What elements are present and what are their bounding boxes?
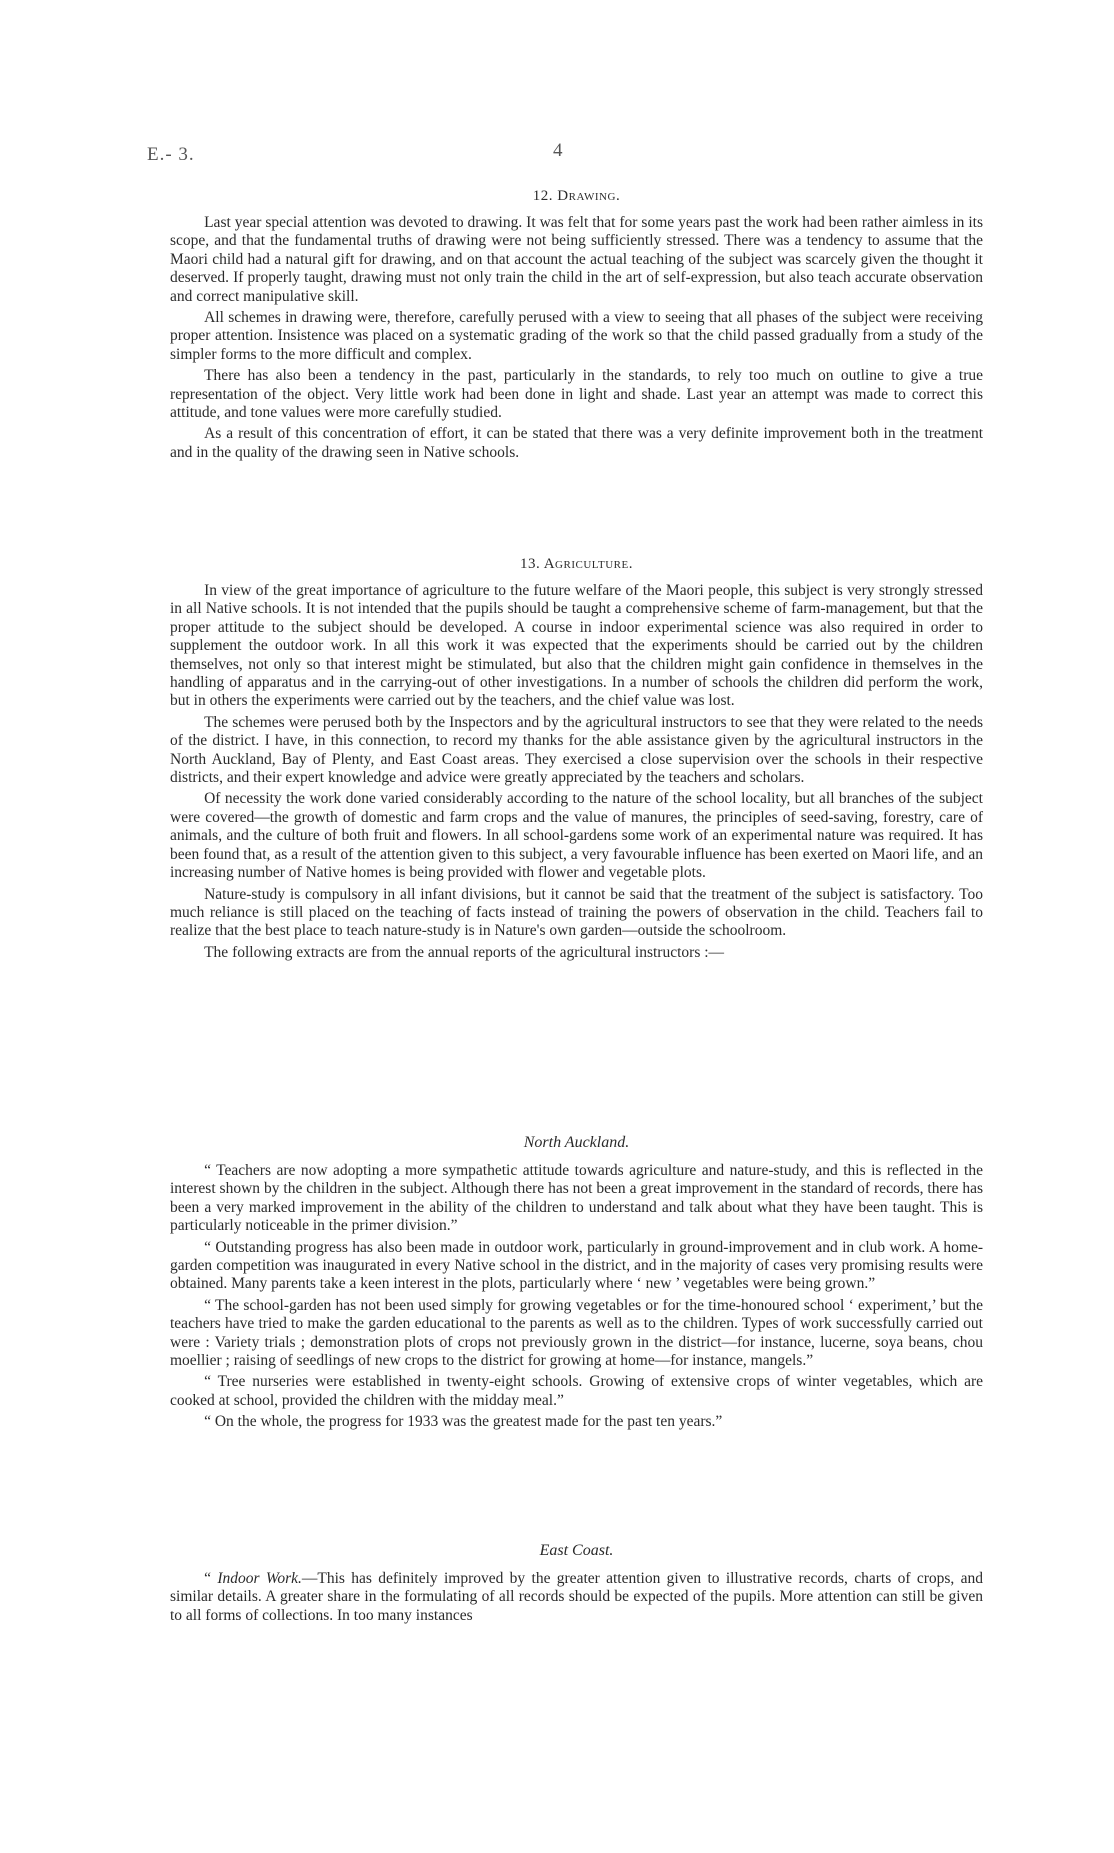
- section-drawing-body: [170, 214, 983, 462]
- paragraph: As a result of this concentration of effort, it can be stated that there was a very definite improvement both in the treatment and in the quality of the drawing seen in Native schools.: [170, 425, 983, 461]
- paragraph: “ Outstanding progress has also been made in outdoor work, particularly in ground-improvement and in club work. A home-garden competition was inaugurated in every Native school in the district, and in the majority of cases very promising results were obtained. Many parents take a keen interest in the plots, particularly where ‘ new ’ vegetables were being grown.”: [170, 1238, 983, 1293]
- paragraph: “ The school-garden has not been used simply for growing vegetables or for the time-honoured school ‘ experiment,’ but the teachers have tried to make the garden educational to the parents as well as to the children. Types of work successfully carried out were : Variety trials ; demonstration plots of crops not previously grown in the district—for instance, lucerne, soya beans, chou moellier ; raising of seedlings of new crops to the district for growing at home—for instance, mangels.”: [170, 1296, 983, 1370]
- paragraph: Nature-study is compulsory in all infant divisions, but it cannot be said that the treatment of the subject is satisfactory. Too much reliance is still placed on the teaching of facts instead of training the powers of observation in the child. Teachers fail to realize that the best place to teach nature-study is in Nature's own garden—outside the schoolroom.: [170, 885, 983, 940]
- paragraph: “ Teachers are now adopting a more sympathetic attitude towards agriculture and nature-study, and this is reflected in the interest shown by the children in the subject. Although there has not been a great improvement in the standard of records, there has been a very marked improvement in the ability of the children to understand and talk about what they have been taught. This is particularly noticeable in the primer division.”: [170, 1162, 983, 1235]
- subheading-north-auckland: North Auckland.: [523, 1134, 630, 1151]
- paragraph: [170, 1570, 983, 1625]
- paragraph: Last year special attention was devoted to drawing. It was felt that for some years past the work had been rather aimless in its scope, and that the fundamental truths of drawing were not being sufficiently stressed. There was a tendency to assume that the Maori child had a natural gift for drawing, and on that account the actual teaching of the subject was scarcely given the thought it deserved. If properly taught, drawing must not only train the child in the art of self-expression, but also teach accurate observation and correct manipulative skill.: [170, 214, 983, 305]
- report-reference: E.- 3.: [147, 144, 195, 165]
- paragraph: There has also been a tendency in the past, particularly in the standards, to rely too much on outline to give a true representation of the object. Very little work had been done in light and shade. Last year an attempt was made to correct this attitude, and tone values were more carefully studied.: [170, 367, 983, 422]
- paragraph: In view of the great importance of agriculture to the future welfare of the Maori people, this subject is very strongly stressed in all Native schools. It is not intended that the pupils should be taught a comprehensive scheme of farm-management, but that the proper attitude to the subject should be developed. A course in indoor experimental science was also required in order to supplement the outdoor work. In all this work it was expected that the experiments should be carried out by the children themselves, not only so that interest might be stimulated, but also that the children might gain confidence in themselves in the handling of apparatus and in the carrying-out of other investigations. In a number of schools the children did perform the work, but in others the experiments were carried out by the teachers, and the chief value was lost.: [170, 582, 983, 710]
- paragraph: The schemes were perused both by the Inspectors and by the agricultural instructors to see that they were related to the needs of the district. I have, in this connection, to record my thanks for the able assistance given by the agricultural instructors in the North Auckland, Bay of Plenty, and East Coast areas. They exercised a close supervision over the schools in their respective districts, and their expert knowledge and advice were greatly appreciated by the teachers and scholars.: [170, 713, 983, 787]
- north-auckland-body: [170, 1162, 983, 1432]
- subheading-east-coast: East Coast.: [539, 1542, 614, 1559]
- section-heading-drawing: 12. Drawing.: [532, 188, 621, 204]
- section-heading-agriculture: 13. Agriculture.: [520, 556, 633, 572]
- run-in-heading: Indoor Work.: [217, 1570, 302, 1587]
- paragraph: Of necessity the work done varied considerably according to the nature of the school locality, but all branches of the subject were covered—the growth of domestic and farm crops and the value of manures, the principles of seed-saving, forestry, care of animals, and the culture of both fruit and flowers. In all school-gardens some work of an experimental nature was required. It has been found that, as a result of the attention given to this subject, a very favourable influence has been exerted on Maori life, and an increasing number of Native homes is being provided with flower and vegetable plots.: [170, 790, 983, 882]
- east-coast-body: [170, 1570, 983, 1625]
- paragraph: “ Tree nurseries were established in twenty-eight schools. Growing of extensive crops of winter vegetables, which are cooked at school, provided the children with the midday meal.”: [170, 1373, 983, 1409]
- paragraph: “ On the whole, the progress for 1933 was the greatest made for the past ten years.”: [204, 1413, 723, 1431]
- paragraph-text: —This has definitely improved by the greater attention given to illustrative records, charts of crops, and similar details. A greater share in the formulating of all records should be expected of the pupils. More attention can still be given to all forms of collections. In too many instances: [170, 1570, 983, 1624]
- page-number: 4: [553, 140, 563, 161]
- paragraph: All schemes in drawing were, therefore, carefully perused with a view to seeing that all phases of the subject were receiving proper attention. Insistence was placed on a systematic grading of the work so that the child passed gradually from a study of the simpler forms to the more difficult and complex.: [170, 309, 983, 363]
- paragraph: The following extracts are from the annual reports of the agricultural instructors :—: [204, 943, 725, 961]
- quote-open: “: [204, 1570, 218, 1587]
- section-agriculture-body: [170, 582, 983, 962]
